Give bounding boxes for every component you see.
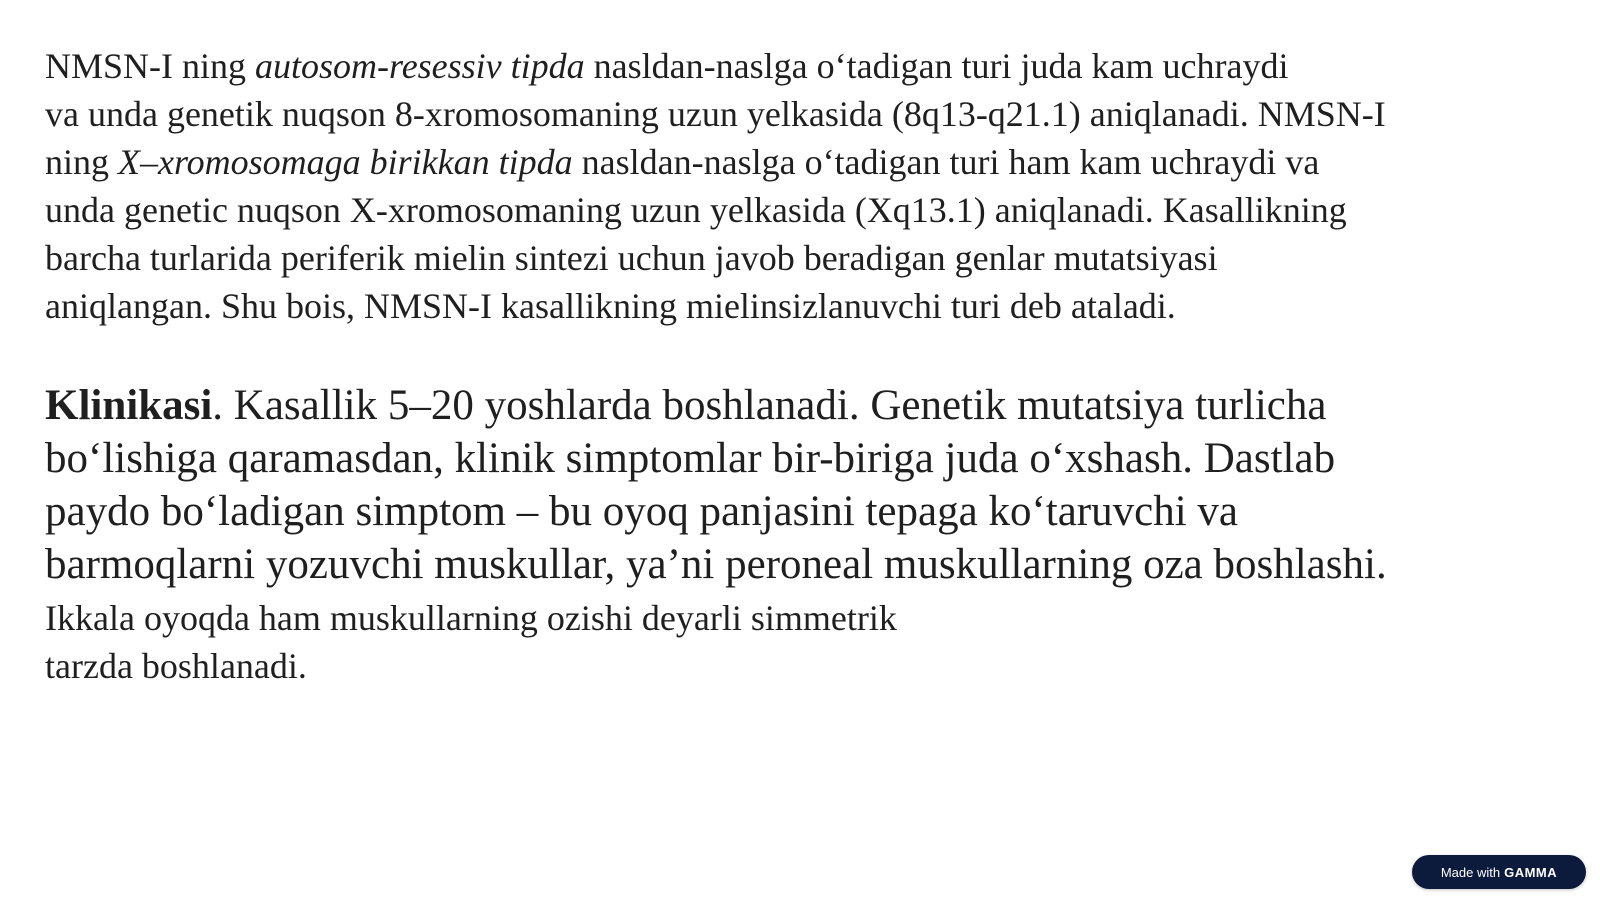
text-line: tarzda boshlanadi. (45, 646, 307, 686)
text-line: paydo boʻladigan simptom – bu oyoq panjasini tepaga koʻtaruvchi va (45, 488, 1238, 535)
badge-prefix: Made with (1440, 864, 1501, 880)
text-line: NMSN-I ning autosom-resessiv tipda nasldan-naslga oʻtadigan turi juda kam uchraydi (45, 46, 1289, 86)
paragraph-clinical (45, 379, 1565, 591)
text-line: Ikkala oyoqda ham muskullarning ozishi deyarli simmetrik (45, 598, 897, 638)
text-line: unda genetic nuqson X-xromosomaning uzun yelkasida (Xq13.1) aniqlanadi. Kasallikning (45, 190, 1347, 230)
paragraph-inheritance (45, 42, 1565, 330)
text-line: boʻlishiga qaramasdan, klinik simptomlar bir-biriga juda oʻxshash. Dastlab (45, 435, 1336, 482)
paragraph-symmetry (45, 594, 1045, 690)
italic-term: X–xromosomaga birikkan tipda (118, 142, 573, 182)
made-with-gamma-badge[interactable] (1412, 855, 1586, 889)
text-line: aniqlangan. Shu bois, NMSN-I kasallikning mielinsizlanuvchi turi deb ataladi. (45, 286, 1176, 326)
text-line: va unda genetik nuqson 8-xromosomaning uzun yelkasida (8q13-q21.1) aniqlanadi. NMSN-I (45, 94, 1386, 134)
text-line: ning X–xromosomaga birikkan tipda nasldan-naslga oʻtadigan turi ham kam uchraydi va (45, 142, 1320, 182)
text-line: barmoqlarni yozuvchi muskullar, ya’ni peroneal muskullarning oza boshlashi. (45, 541, 1387, 588)
text-line: barcha turlarida periferik mielin sintezi uchun javob beradigan genlar mutatsiyasi (45, 238, 1218, 278)
gamma-logo: GAMMA (1504, 864, 1558, 880)
section-heading: Klinikasi (45, 382, 213, 429)
text-line: Klinikasi. Kasallik 5–20 yoshlarda boshlanadi. Genetik mutatsiya turlicha (45, 382, 1327, 429)
italic-term: autosom-resessiv tipda (255, 46, 585, 86)
